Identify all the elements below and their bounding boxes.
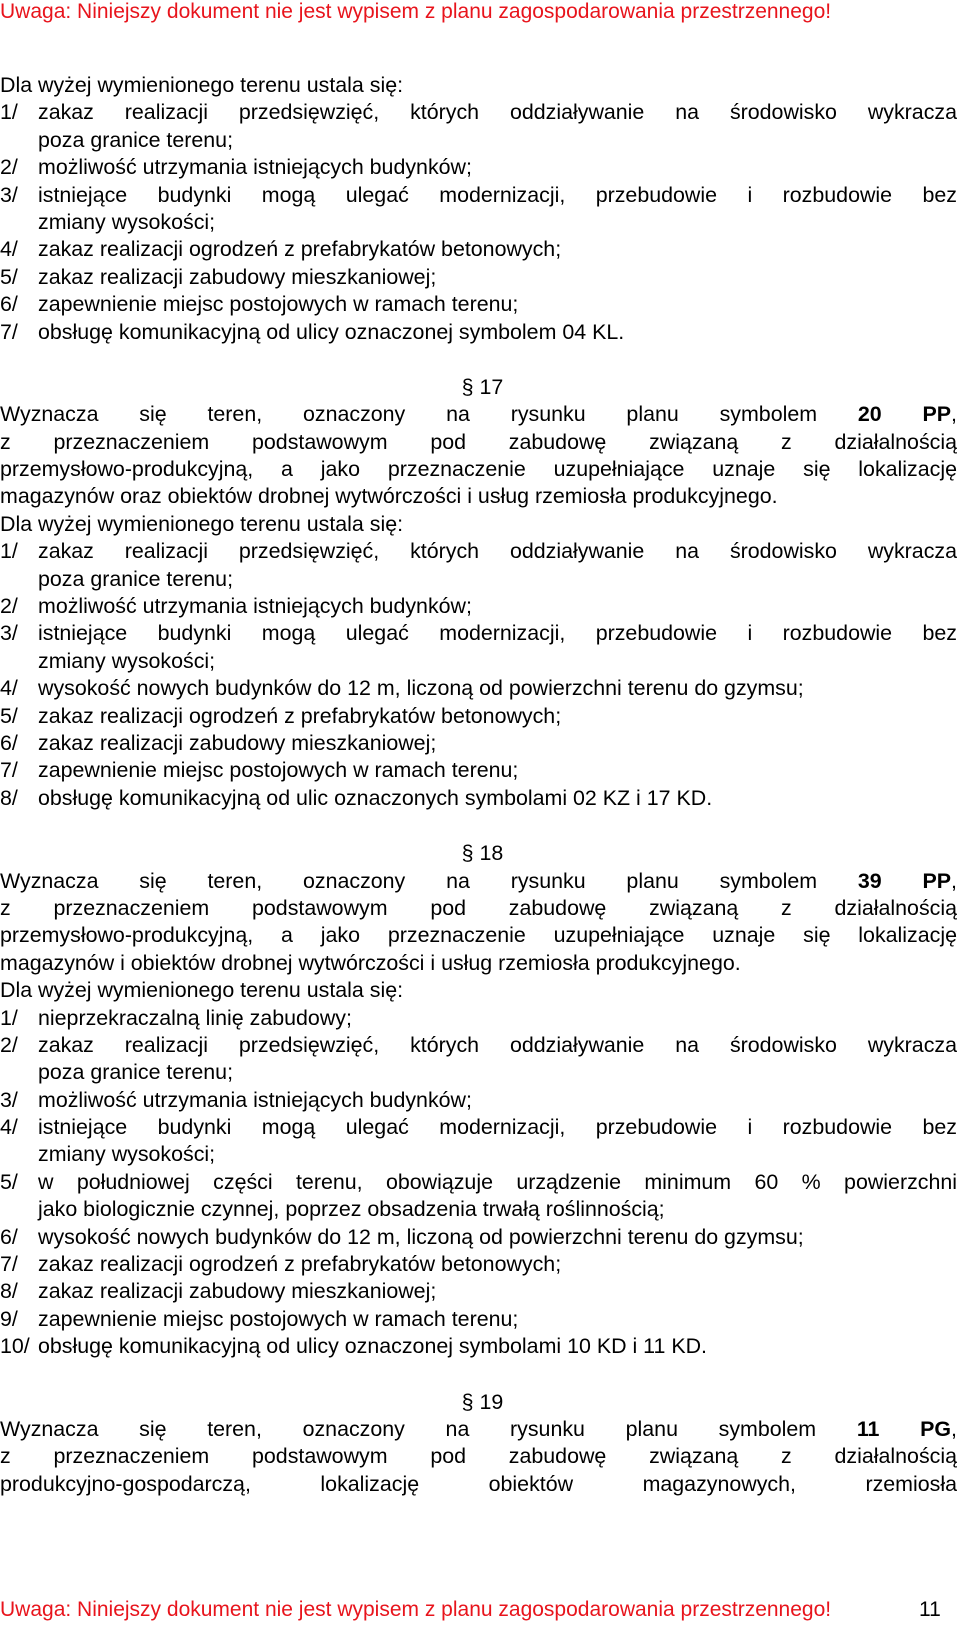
item-number: 6/ xyxy=(0,731,18,755)
lead-text: Wyznacza się teren, oznaczony na rysunku planu symbolem xyxy=(0,868,858,893)
item-text: możliwość utrzymania istniejących budynków; xyxy=(38,594,472,619)
section-line: z przeznaczeniem podstawowym pod zabudowę związaną z działalnością xyxy=(0,1444,957,1469)
item-number: 7/ xyxy=(0,1252,18,1277)
lead-text: Wyznacza się teren, oznaczony na rysunku planu symbolem xyxy=(0,402,858,427)
item-text: zakaz realizacji ogrodzeń z prefabrykatów betonowych; xyxy=(38,703,562,728)
list-item xyxy=(0,1306,957,1333)
item-text: istniejące budynki mogą ulegać modernizacji, przebudowie i rozbudowie bez xyxy=(38,182,957,207)
item-text: zapewnienie miejsc postojowych w ramach terenu; xyxy=(38,758,519,783)
section-heading: § 19 xyxy=(461,1389,504,1414)
footer-warning: Uwaga: Niniejszy dokument nie jest wypisem z planu zagospodarowania przestrzennego! xyxy=(0,1598,832,1621)
list-item xyxy=(0,1005,957,1032)
item-text: możliwość utrzymania istniejących budynków; xyxy=(38,155,472,180)
page-number: 11 xyxy=(919,1598,941,1621)
item-text: istniejące budynki mogą ulegać modernizacji, przebudowie i rozbudowie bez xyxy=(38,1115,957,1140)
section-line: z przeznaczeniem podstawowym pod zabudowę związaną z działalnością xyxy=(0,429,957,454)
item-text: możliwość utrzymania istniejących budynków; xyxy=(38,1087,472,1112)
item-number: 6/ xyxy=(0,1224,18,1249)
list-item xyxy=(0,154,957,181)
list-item xyxy=(0,730,957,757)
item-number: 5/ xyxy=(0,703,18,728)
section-heading: § 18 xyxy=(461,841,504,866)
section-lead-line xyxy=(0,1416,957,1443)
list-item xyxy=(0,182,957,209)
item-number: 3/ xyxy=(0,1087,18,1112)
section-line: przemysłowo-produkcyjną, a jako przeznaczenie uzupełniające uznaje się lokalizację xyxy=(0,923,957,948)
document-body xyxy=(0,72,957,1498)
item-number: 4/ xyxy=(0,237,18,262)
area-symbol: 39 PP xyxy=(857,868,952,893)
list-item xyxy=(0,620,957,647)
list-item xyxy=(0,1169,957,1196)
item-number: 9/ xyxy=(0,1306,18,1331)
item-text: zapewnienie miejsc postojowych w ramach terenu; xyxy=(38,1306,519,1331)
section-line: z przeznaczeniem podstawowym pod zabudowę związaną z działalnością xyxy=(0,895,957,920)
list-item xyxy=(0,99,957,126)
list-item xyxy=(0,703,957,730)
list-intro: Dla wyżej wymienionego terenu ustala się: xyxy=(0,978,404,1003)
item-text: zakaz realizacji zabudowy mieszkaniowej; xyxy=(38,264,437,289)
list-item xyxy=(0,785,957,812)
list-item xyxy=(0,236,957,263)
item-number: 6/ xyxy=(0,292,18,317)
item-number: 8/ xyxy=(0,1279,18,1304)
item-number: 3/ xyxy=(0,182,18,207)
item-number: 5/ xyxy=(0,264,18,289)
section-line: magazynów i obiektów drobnej wytwórczości i usług rzemiosła produkcyjnego. xyxy=(0,950,741,975)
item-text: zakaz realizacji przedsięwzięć, których oddziaływanie na środowisko wykracza xyxy=(38,100,957,125)
spacer xyxy=(0,346,957,374)
list-item xyxy=(0,264,957,291)
item-continuation: poza granice terenu; xyxy=(38,127,234,152)
item-number: 7/ xyxy=(0,758,18,783)
area-symbol: 11 PG xyxy=(856,1417,952,1442)
item-number: 2/ xyxy=(0,1032,18,1057)
item-text: nieprzekraczalną linię zabudowy; xyxy=(38,1005,352,1030)
lead-punct: , xyxy=(951,868,957,893)
list-item xyxy=(0,675,957,702)
list-item xyxy=(0,1087,957,1114)
item-continuation: zmiany wysokości; xyxy=(38,209,216,234)
area-symbol: 20 PP xyxy=(857,402,952,427)
list-item xyxy=(0,1251,957,1278)
item-number: 3/ xyxy=(0,621,18,646)
item-number: 5/ xyxy=(0,1169,18,1194)
section-lead-line xyxy=(0,401,957,428)
item-number: 1/ xyxy=(0,1005,18,1030)
list-item xyxy=(0,291,957,318)
item-number: 2/ xyxy=(0,594,18,619)
item-text: zakaz realizacji zabudowy mieszkaniowej; xyxy=(38,731,437,755)
item-text: istniejące budynki mogą ulegać modernizacji, przebudowie i rozbudowie bez xyxy=(38,621,957,646)
item-number: 8/ xyxy=(0,785,18,810)
item-text: obsługę komunikacyjną od ulic oznaczonych symbolami 02 KZ i 17 KD. xyxy=(38,785,713,810)
item-continuation: poza granice terenu; xyxy=(38,1060,234,1085)
section-line: przemysłowo-produkcyjną, a jako przeznaczenie uzupełniające uznaje się lokalizację xyxy=(0,457,957,482)
item-text: obsługę komunikacyjną od ulicy oznaczonej symbolem 04 KL. xyxy=(38,319,625,344)
lead-text: Wyznacza się teren, oznaczony na rysunku planu symbolem xyxy=(0,1417,857,1442)
item-text: zakaz realizacji ogrodzeń z prefabrykatów betonowych; xyxy=(38,237,562,262)
item-number: 2/ xyxy=(0,155,18,180)
list-intro: Dla wyżej wymienionego terenu ustala się: xyxy=(0,511,404,536)
lead-punct: , xyxy=(951,402,957,427)
list-item xyxy=(0,1278,957,1305)
item-text: obsługę komunikacyjną od ulicy oznaczonej symbolami 10 KD i 11 KD. xyxy=(38,1334,707,1359)
list-item xyxy=(0,538,957,565)
lead-punct: , xyxy=(951,1417,957,1442)
item-continuation: jako biologicznie czynnej, poprzez obsadzenia trwałą roślinnością; xyxy=(38,1197,665,1222)
item-text: wysokość nowych budynków do 12 m, liczoną od powierzchni terenu do gzymsu; xyxy=(38,1224,804,1249)
section-line: magazynów oraz obiektów drobnej wytwórczości i usług rzemiosła produkcyjnego. xyxy=(0,484,778,509)
list-intro: Dla wyżej wymienionego terenu ustala się: xyxy=(0,73,404,97)
list-item xyxy=(0,1114,957,1141)
section-heading: § 17 xyxy=(461,374,504,399)
list-item xyxy=(0,1032,957,1059)
item-text: zapewnienie miejsc postojowych w ramach terenu; xyxy=(38,292,519,317)
spacer xyxy=(0,1361,957,1389)
section-line: produkcyjno-gospodarczą, lokalizację obiektów magazynowych, rzemiosła xyxy=(0,1471,957,1496)
item-number: 1/ xyxy=(0,100,18,125)
spacer xyxy=(0,812,957,840)
list-item xyxy=(0,319,957,346)
item-continuation: poza granice terenu; xyxy=(38,566,234,591)
list-item xyxy=(0,757,957,784)
item-number: 4/ xyxy=(0,676,18,701)
item-number: 4/ xyxy=(0,1115,18,1140)
item-number: 7/ xyxy=(0,319,18,344)
item-continuation: zmiany wysokości; xyxy=(38,1142,216,1167)
header-warning: Uwaga: Niniejszy dokument nie jest wypisem z planu zagospodarowania przestrzennego! xyxy=(0,0,832,23)
item-text: wysokość nowych budynków do 12 m, liczoną od powierzchni terenu do gzymsu; xyxy=(38,676,804,701)
item-text: zakaz realizacji ogrodzeń z prefabrykatów betonowych; xyxy=(38,1252,562,1277)
section-lead-line xyxy=(0,868,957,895)
item-text: w południowej części terenu, obowiązuje urządzenie minimum 60 % powierzchni xyxy=(38,1169,957,1194)
item-text: zakaz realizacji przedsięwzięć, których oddziaływanie na środowisko wykracza xyxy=(38,1032,957,1057)
list-item xyxy=(0,1333,957,1360)
item-text: zakaz realizacji zabudowy mieszkaniowej; xyxy=(38,1279,437,1304)
list-item xyxy=(0,1224,957,1251)
item-text: zakaz realizacji przedsięwzięć, których oddziaływanie na środowisko wykracza xyxy=(38,539,957,564)
item-continuation: zmiany wysokości; xyxy=(38,648,216,673)
item-number: 1/ xyxy=(0,539,18,564)
list-item xyxy=(0,593,957,620)
item-number: 10/ xyxy=(0,1334,30,1359)
